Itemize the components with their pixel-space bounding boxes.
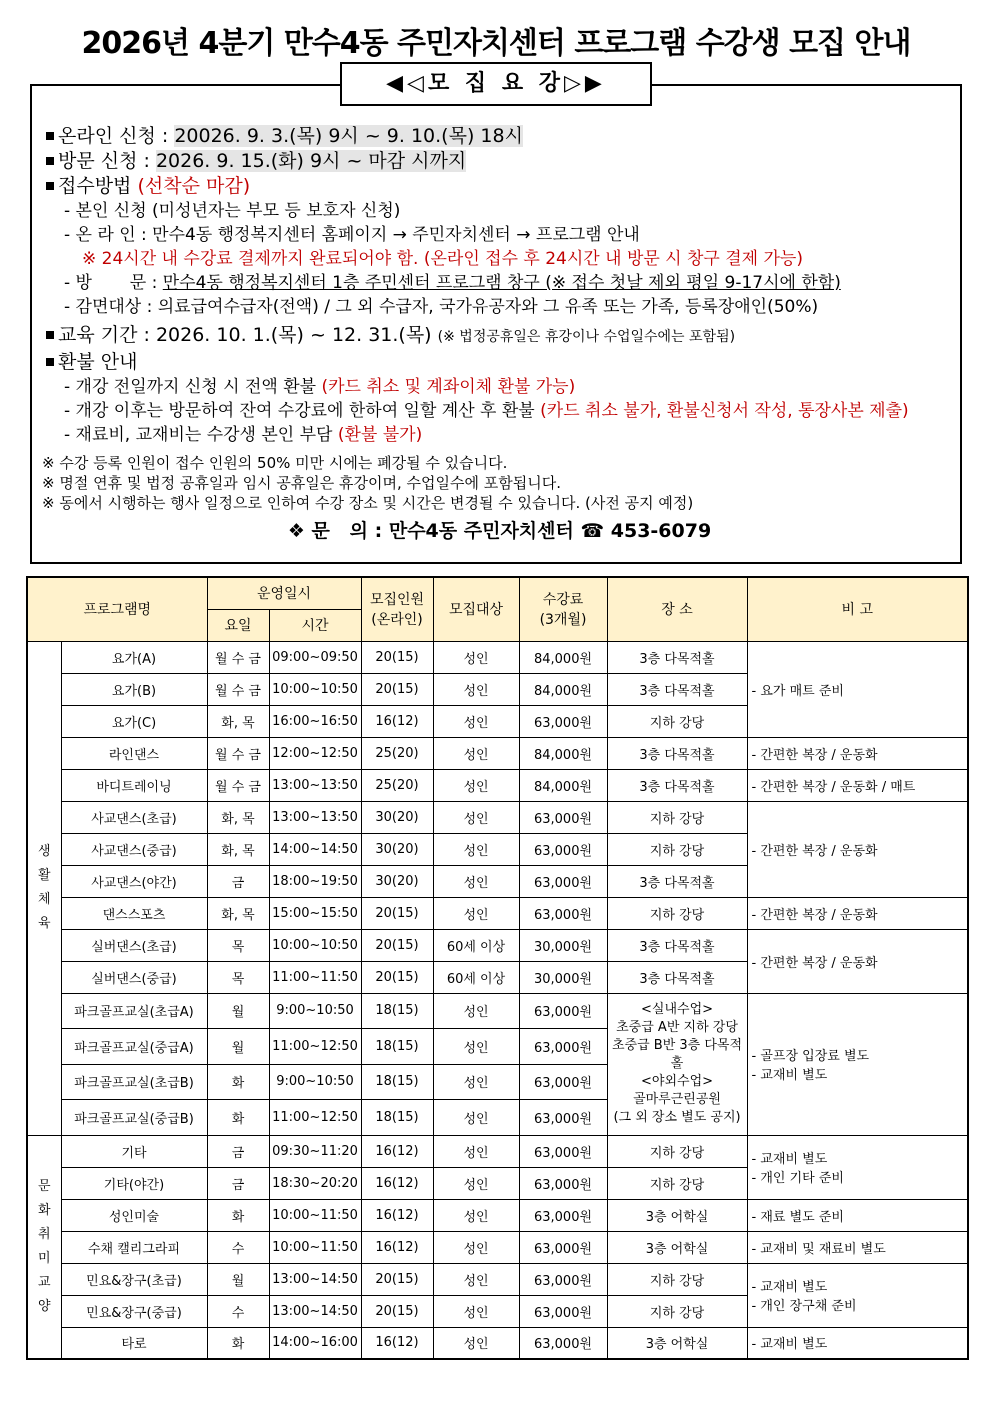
note-1: ※ 수강 등록 인원이 접수 인원의 50% 미만 시에는 폐강될 수 있습니다.	[42, 454, 508, 472]
program-quota: 30(20)	[361, 833, 433, 865]
program-target: 성인	[433, 1327, 519, 1359]
period-line	[42, 323, 957, 350]
program-target: 성인	[433, 1231, 519, 1263]
method-item-2: - 온 라 인 : 만수4동 행정복지센터 홈페이지 → 주민자치센터 → 프로그램 안내	[64, 225, 640, 245]
program-day: 화, 목	[207, 801, 269, 833]
program-place: 지하 강당	[607, 801, 747, 833]
program-target: 성인	[433, 897, 519, 929]
program-place: 3층 다목적홀	[607, 641, 747, 673]
program-target: 성인	[433, 801, 519, 833]
program-remark: - 간편한 복장 / 운동화	[747, 897, 968, 929]
contact-line: ❖ 문 의 : 만수4동 주민자치센터 ☎ 453-6079	[287, 520, 712, 542]
program-name: 기타(야간)	[61, 1167, 207, 1199]
program-quota: 18(15)	[361, 1100, 433, 1136]
program-remark: - 교재비 별도 - 개인 기타 준비	[747, 1135, 968, 1199]
program-fee: 63,000원	[519, 705, 607, 737]
program-quota: 25(20)	[361, 769, 433, 801]
note-3: ※ 동에서 시행하는 행사 일정으로 인하여 수강 장소 및 시간은 변경될 수 있습니다. (사전 공지 예정)	[42, 494, 694, 512]
program-day: 월 수 금	[207, 769, 269, 801]
recruitment-info-box	[30, 84, 962, 564]
program-day: 화	[207, 1327, 269, 1359]
program-fee: 63,000원	[519, 1167, 607, 1199]
program-time: 18:00~19:50	[269, 865, 361, 897]
program-remark: - 교재비 및 재료비 별도	[747, 1231, 968, 1263]
program-time: 10:00~11:50	[269, 1231, 361, 1263]
method-label: 접수방법	[58, 175, 132, 197]
program-day: 화	[207, 1100, 269, 1136]
program-quota: 16(12)	[361, 1327, 433, 1359]
program-time: 13:00~14:50	[269, 1263, 361, 1295]
refund-item-2-note: (카드 취소 불가, 환불신청서 작성, 통장사본 제출)	[540, 401, 909, 421]
program-remark: - 간편한 복장 / 운동화 / 매트	[747, 769, 968, 801]
program-place-golf: <실내수업> 초중급 A반 지하 강당 초중급 B반 3층 다목적홀 <야외수업> 골마루근린공원 (그 외 장소 별도 공지)	[607, 993, 747, 1135]
program-name: 수채 캘리그라피	[61, 1231, 207, 1263]
program-name: 요가(A)	[61, 641, 207, 673]
program-time: 9:00~10:50	[269, 1064, 361, 1100]
program-place: 3층 다목적홀	[607, 737, 747, 769]
refund-item-1-text: - 개강 전일까지 신청 시 전액 환불	[64, 377, 317, 397]
table-row	[27, 1263, 968, 1295]
refund-item-1	[42, 375, 957, 399]
program-name: 실버댄스(초급)	[61, 929, 207, 961]
program-quota: 30(20)	[361, 801, 433, 833]
table-row	[27, 641, 968, 673]
program-quota: 18(15)	[361, 1029, 433, 1065]
program-target: 성인	[433, 737, 519, 769]
program-remark: - 교재비 별도 - 개인 장구채 준비	[747, 1263, 968, 1327]
square-bullet-icon	[46, 157, 54, 165]
program-quota: 16(12)	[361, 1231, 433, 1263]
method-line	[42, 174, 957, 199]
refund-label: 환불 안내	[58, 351, 138, 373]
table-row	[27, 769, 968, 801]
method-item-2-note: ※ 24시간 내 수강료 결제까지 완료되어야 함. (온라인 접수 후 24시간 내 방문 시 창구 결제 가능)	[82, 249, 803, 269]
table-row	[27, 801, 968, 833]
header-fee-sub: (3개월)	[539, 612, 587, 629]
program-fee: 63,000원	[519, 1231, 607, 1263]
program-quota: 16(12)	[361, 1135, 433, 1167]
header-target: 모집대상	[433, 577, 519, 641]
online-apply-line	[42, 124, 957, 149]
program-fee: 63,000원	[519, 865, 607, 897]
program-day: 화, 목	[207, 833, 269, 865]
program-time: 09:30~11:20	[269, 1135, 361, 1167]
header-place: 장 소	[607, 577, 747, 641]
program-target: 60세 이상	[433, 961, 519, 993]
program-time: 10:00~10:50	[269, 929, 361, 961]
program-day: 월	[207, 1029, 269, 1065]
program-place: 3층 어학실	[607, 1327, 747, 1359]
program-quota: 20(15)	[361, 641, 433, 673]
program-place: 지하 강당	[607, 705, 747, 737]
program-name: 타로	[61, 1327, 207, 1359]
method-item-3	[42, 271, 957, 295]
refund-line	[42, 350, 957, 375]
program-time: 15:00~15:50	[269, 897, 361, 929]
square-bullet-icon	[46, 182, 54, 190]
program-target: 성인	[433, 1295, 519, 1327]
program-fee: 30,000원	[519, 929, 607, 961]
program-remark: - 재료 별도 준비	[747, 1199, 968, 1231]
table-row	[27, 897, 968, 929]
header-fee-label: 수강료	[542, 592, 584, 609]
program-day: 금	[207, 1167, 269, 1199]
program-name: 실버댄스(중급)	[61, 961, 207, 993]
program-fee: 63,000원	[519, 1199, 607, 1231]
program-target: 성인	[433, 641, 519, 673]
method-item-4: - 감면대상 : 의료급여수급자(전액) / 그 외 수급자, 국가유공자와 그 유족 또는 가족, 등록장애인(50%)	[64, 297, 819, 317]
online-apply-label: 온라인 신청 :	[58, 125, 169, 147]
square-bullet-icon	[46, 132, 54, 140]
program-time: 09:00~09:50	[269, 641, 361, 673]
table-row	[27, 1327, 968, 1359]
program-quota: 16(12)	[361, 705, 433, 737]
program-place: 지하 강당	[607, 1135, 747, 1167]
period-note: (※ 법정공휴일은 휴강이나 수업일수에는 포함됨)	[437, 329, 736, 345]
table-row	[27, 993, 968, 1029]
program-quota: 16(12)	[361, 1199, 433, 1231]
program-day: 수	[207, 1295, 269, 1327]
program-place: 지하 강당	[607, 1167, 747, 1199]
program-place: 지하 강당	[607, 1295, 747, 1327]
program-target: 성인	[433, 673, 519, 705]
program-fee: 63,000원	[519, 1029, 607, 1065]
header-schedule: 운영일시	[207, 577, 361, 609]
program-time: 13:00~14:50	[269, 1295, 361, 1327]
header-quota-sub: (온라인)	[371, 612, 423, 629]
program-time: 14:00~16:00	[269, 1327, 361, 1359]
program-day: 월 수 금	[207, 641, 269, 673]
program-fee: 63,000원	[519, 993, 607, 1029]
program-target: 성인	[433, 1263, 519, 1295]
program-time: 18:30~20:20	[269, 1167, 361, 1199]
program-place: 3층 다목적홀	[607, 961, 747, 993]
program-fee: 84,000원	[519, 641, 607, 673]
program-remark: - 간편한 복장 / 운동화	[747, 801, 968, 897]
program-day: 월	[207, 1263, 269, 1295]
program-name: 파크골프교실(초급A)	[61, 993, 207, 1029]
table-row	[27, 1199, 968, 1231]
program-quota: 18(15)	[361, 1064, 433, 1100]
program-place: 3층 다목적홀	[607, 769, 747, 801]
program-name: 라인댄스	[61, 737, 207, 769]
program-target: 60세 이상	[433, 929, 519, 961]
program-fee: 63,000원	[519, 1263, 607, 1295]
program-place: 지하 강당	[607, 897, 747, 929]
refund-item-3-text: - 재료비, 교재비는 수강생 본인 부담	[64, 425, 333, 445]
program-fee: 63,000원	[519, 1100, 607, 1136]
header-program-name: 프로그램명	[27, 577, 207, 641]
program-quota: 16(12)	[361, 1167, 433, 1199]
program-remark: - 교재비 별도	[747, 1327, 968, 1359]
program-fee: 63,000원	[519, 801, 607, 833]
refund-item-3-note: (환불 불가)	[337, 425, 423, 445]
program-remark: - 간편한 복장 / 운동화	[747, 929, 968, 993]
program-quota: 20(15)	[361, 961, 433, 993]
program-target: 성인	[433, 705, 519, 737]
header-time: 시간	[269, 609, 361, 641]
program-quota: 20(15)	[361, 1263, 433, 1295]
program-quota: 18(15)	[361, 993, 433, 1029]
program-place: 3층 다목적홀	[607, 929, 747, 961]
program-fee: 63,000원	[519, 1327, 607, 1359]
program-name: 요가(B)	[61, 673, 207, 705]
refund-item-1-note: (카드 취소 및 계좌이체 환불 가능)	[321, 377, 576, 397]
program-name: 댄스스포츠	[61, 897, 207, 929]
program-place: 3층 어학실	[607, 1199, 747, 1231]
refund-item-2	[42, 399, 957, 423]
table-row	[27, 737, 968, 769]
program-day: 월 수 금	[207, 673, 269, 705]
period-label: 교육 기간 :	[58, 324, 150, 346]
program-quota: 20(15)	[361, 929, 433, 961]
program-time: 9:00~10:50	[269, 993, 361, 1029]
note-2: ※ 명절 연휴 및 법정 공휴일과 임시 공휴일은 휴강이며, 수업일수에 포함됩니다.	[42, 474, 561, 492]
program-day: 화	[207, 1199, 269, 1231]
table-row	[27, 1135, 968, 1167]
program-name: 사교댄스(야간)	[61, 865, 207, 897]
header-fee	[519, 577, 607, 641]
program-target: 성인	[433, 1199, 519, 1231]
program-name: 민요&장구(초급)	[61, 1263, 207, 1295]
program-time: 16:00~16:50	[269, 705, 361, 737]
program-day: 금	[207, 865, 269, 897]
program-target: 성인	[433, 865, 519, 897]
program-table	[26, 576, 969, 1360]
program-place: 3층 어학실	[607, 1231, 747, 1263]
method-item-1: - 본인 신청 (미성년자는 부모 등 보호자 신청)	[64, 201, 401, 221]
program-day: 화, 목	[207, 897, 269, 929]
program-remark: - 간편한 복장 / 운동화	[747, 737, 968, 769]
program-name: 민요&장구(중급)	[61, 1295, 207, 1327]
method-note: (선착순 마감)	[137, 175, 251, 197]
method-item-3-label: - 방 문 :	[64, 273, 163, 293]
refund-item-3	[42, 423, 957, 447]
program-name: 파크골프교실(중급B)	[61, 1100, 207, 1136]
program-day: 월	[207, 993, 269, 1029]
program-time: 13:00~13:50	[269, 801, 361, 833]
program-name: 사교댄스(중급)	[61, 833, 207, 865]
program-quota: 25(20)	[361, 737, 433, 769]
program-name: 성인미술	[61, 1199, 207, 1231]
program-target: 성인	[433, 1100, 519, 1136]
program-time: 11:00~12:50	[269, 1029, 361, 1065]
program-day: 금	[207, 1135, 269, 1167]
program-day: 수	[207, 1231, 269, 1263]
program-name: 사교댄스(초급)	[61, 801, 207, 833]
visit-apply-value: 2026. 9. 15.(화) 9시 ~ 마감 시까지	[155, 150, 467, 172]
table-row	[27, 1231, 968, 1263]
program-time: 14:00~14:50	[269, 833, 361, 865]
program-day: 화	[207, 1064, 269, 1100]
square-bullet-icon	[46, 358, 54, 366]
table-row	[27, 929, 968, 961]
program-fee: 84,000원	[519, 673, 607, 705]
program-target: 성인	[433, 1167, 519, 1199]
program-name: 파크골프교실(초급B)	[61, 1064, 207, 1100]
header-remark: 비 고	[747, 577, 968, 641]
category-sports: 생 활 체 육	[27, 641, 61, 1135]
program-time: 10:00~11:50	[269, 1199, 361, 1231]
program-fee: 30,000원	[519, 961, 607, 993]
header-day: 요일	[207, 609, 269, 641]
program-place: 지하 강당	[607, 1263, 747, 1295]
program-fee: 63,000원	[519, 1135, 607, 1167]
program-target: 성인	[433, 833, 519, 865]
program-quota: 20(15)	[361, 673, 433, 705]
program-target: 성인	[433, 993, 519, 1029]
program-table-body	[27, 641, 968, 1359]
method-item-3-value: 만수4동 행정복지센터 1층 주민센터 프로그램 창구 (※ 접수 첫날 제외 평일 9-17시에 한함)	[162, 273, 841, 293]
square-bullet-icon	[46, 331, 54, 339]
program-remark: - 요가 매트 준비	[747, 641, 968, 737]
program-remark: - 골프장 입장료 별도 - 교재비 별도	[747, 993, 968, 1135]
recruitment-summary-heading: ◀◁모 집 요 강▷▶	[340, 62, 652, 106]
program-place: 지하 강당	[607, 833, 747, 865]
program-quota: 30(20)	[361, 865, 433, 897]
program-name: 바디트레이닝	[61, 769, 207, 801]
program-name: 기타	[61, 1135, 207, 1167]
program-day: 목	[207, 961, 269, 993]
header-quota	[361, 577, 433, 641]
program-target: 성인	[433, 1135, 519, 1167]
program-time: 12:00~12:50	[269, 737, 361, 769]
period-value: 2026. 10. 1.(목) ~ 12. 31.(목)	[155, 324, 432, 346]
program-name: 파크골프교실(중급A)	[61, 1029, 207, 1065]
program-time: 13:00~13:50	[269, 769, 361, 801]
program-day: 목	[207, 929, 269, 961]
visit-apply-label: 방문 신청 :	[58, 150, 150, 172]
online-apply-value: 20026. 9. 3.(목) 9시 ~ 9. 10.(목) 18시	[174, 125, 523, 147]
program-target: 성인	[433, 769, 519, 801]
program-fee: 63,000원	[519, 897, 607, 929]
page-title: 2026년 4분기 만수4동 주민자치센터 프로그램 수강생 모집 안내	[81, 26, 911, 61]
program-day: 화, 목	[207, 705, 269, 737]
program-quota: 20(15)	[361, 1295, 433, 1327]
program-fee: 63,000원	[519, 1295, 607, 1327]
visit-apply-line	[42, 149, 957, 174]
program-place: 3층 다목적홀	[607, 865, 747, 897]
program-place: 3층 다목적홀	[607, 673, 747, 705]
program-fee: 84,000원	[519, 769, 607, 801]
program-target: 성인	[433, 1064, 519, 1100]
info-body	[42, 124, 957, 543]
program-fee: 63,000원	[519, 1064, 607, 1100]
program-time: 10:00~10:50	[269, 673, 361, 705]
program-name: 요가(C)	[61, 705, 207, 737]
program-fee: 63,000원	[519, 833, 607, 865]
program-time: 11:00~12:50	[269, 1100, 361, 1136]
program-time: 11:00~11:50	[269, 961, 361, 993]
header-quota-label: 모집인원	[369, 592, 425, 609]
refund-item-2-text: - 개강 이후는 방문하여 잔여 수강료에 한하여 일할 계산 후 환불	[64, 401, 535, 421]
program-day: 월 수 금	[207, 737, 269, 769]
program-target: 성인	[433, 1029, 519, 1065]
category-culture: 문 화 취 미 교 양	[27, 1135, 61, 1359]
program-quota: 20(15)	[361, 897, 433, 929]
program-fee: 84,000원	[519, 737, 607, 769]
